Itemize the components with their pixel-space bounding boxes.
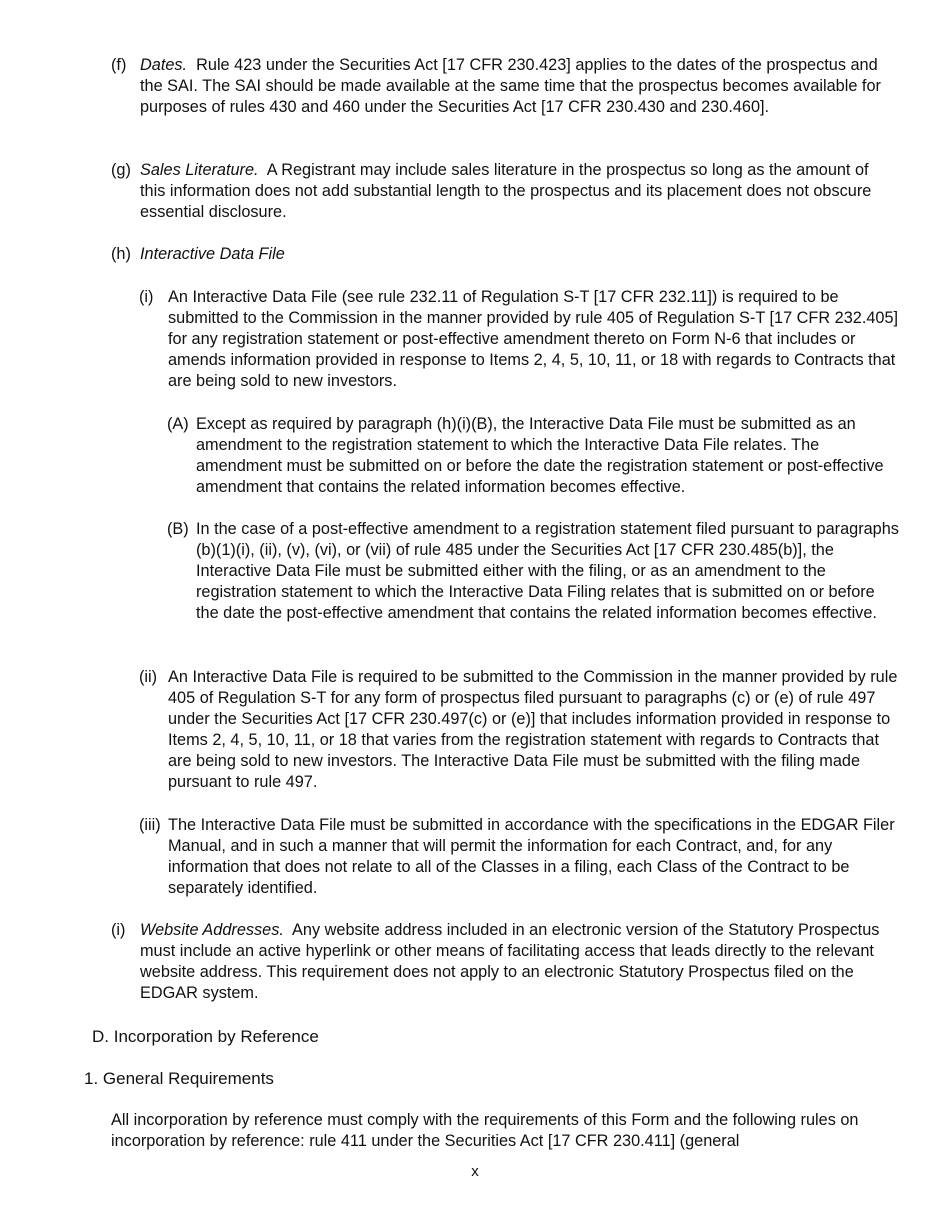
general-requirements-paragraph: All incorporation by reference must comply with the requirements of this Form and the following rules on incorporation by reference: rule 411 under the Securities Act [17 CFR 230.411] (general — [111, 1111, 859, 1150]
item-title: Dates. — [140, 56, 188, 74]
item-text — [140, 55, 891, 118]
section-d-heading: D. Incorporation by Reference — [92, 1027, 319, 1046]
item-body: In the case of a post-effective amendment to a registration statement filed pursuant to paragraphs (b)(1)(i), (ii), (v), (vi), or (vii) of rule 485 under the Securities Act [17 CFR 230.485(b)], the Interactive Data File must be submitted either with the filing, or as an amendment to the registration statement to which the Interactive Data Filing relates that is submitted on or before the date the post-effective amendment that contains the related information becomes effective. — [196, 520, 899, 622]
section-1-heading: 1. General Requirements — [84, 1069, 274, 1088]
item-title: Interactive Data File — [140, 245, 285, 263]
item-h-interactive-data-file — [111, 244, 891, 265]
item-text — [140, 160, 891, 223]
item-title: Sales Literature. — [140, 161, 259, 179]
item-body: An Interactive Data File (see rule 232.11 of Regulation S-T [17 CFR 232.11]) is required to be submitted to the Commission in the manner provided by rule 405 of Regulation S-T [17 CFR 232.405] for any registration statement or post-effective amendment thereto on Form N-6 that includes or amends information provided in response to Items 2, 4, 5, 10, 11, or 18 with regards to Contracts that are being sold to new investors. — [168, 288, 899, 390]
item-body: An Interactive Data File is required to be submitted to the Commission in the manner provided by rule 405 of Regulation S-T for any form of prospectus filed pursuant to paragraphs (c) or (e) of rule 497 under the Securities Act [17 CFR 230.497(c) or (e)] that includes information provided in response to Items 2, 4, 5, 10, 11, or 18 that varies from the registration statement with regards to Contracts that are being sold to new investors. The Interactive Data File must be submitted with the filing made pursuant to rule 497. — [168, 668, 898, 791]
item-body: The Interactive Data File must be submitted in accordance with the specifications in the EDGAR Filer Manual, and in such a manner that will permit the information for each Contract, and, for any information that does not relate to all of the Classes in a filing, each Class of the Contract to be separately identified. — [168, 816, 895, 897]
item-label: (i) — [111, 921, 126, 939]
item-h-iii — [139, 815, 899, 899]
item-body: Rule 423 under the Securities Act [17 CFR 230.423] applies to the dates of the prospectus and the SAI. The SAI should be made available at the same time that the prospectus becomes available for purposes of rules 430 and 460 under the Securities Act [17 CFR 230.430 and 230.460]. — [140, 56, 881, 116]
item-label: (A) — [167, 415, 189, 433]
item-label: (f) — [111, 56, 127, 74]
item-title: Website Addresses. — [140, 921, 284, 939]
item-h-i-B — [167, 519, 899, 624]
item-body: A Registrant may include sales literature in the prospectus so long as the amount of this information does not add substantial length to the prospectus and its placement does not obscure essential disclosure. — [140, 161, 872, 221]
item-label: (i) — [139, 288, 154, 306]
item-f-dates — [111, 55, 891, 118]
item-label: (iii) — [139, 816, 161, 834]
item-label: (ii) — [139, 668, 158, 686]
item-body: Any website address included in an electronic version of the Statutory Prospectus must include an active hyperlink or other means of facilitating access that leads directly to the relevant website address. This requirement does not apply to an electronic Statutory Prospectus filed on the EDGAR system. — [140, 921, 880, 1002]
item-g-sales-literature — [111, 160, 891, 223]
item-text — [140, 920, 891, 1004]
item-body: Except as required by paragraph (h)(i)(B), the Interactive Data File must be submitted as an amendment to the registration statement to which the Interactive Data File relates. The amendment must be submitted on or before the date the registration statement or post-effective amendment that contains the related information becomes effective. — [196, 415, 884, 496]
item-i-website-addresses — [111, 920, 891, 1004]
item-h-ii — [139, 667, 899, 793]
page-number: x — [471, 1163, 479, 1180]
item-h-i — [139, 287, 899, 392]
item-label: (B) — [167, 520, 189, 538]
item-label: (g) — [111, 161, 131, 179]
item-h-i-A — [167, 414, 899, 498]
item-label: (h) — [111, 245, 131, 263]
